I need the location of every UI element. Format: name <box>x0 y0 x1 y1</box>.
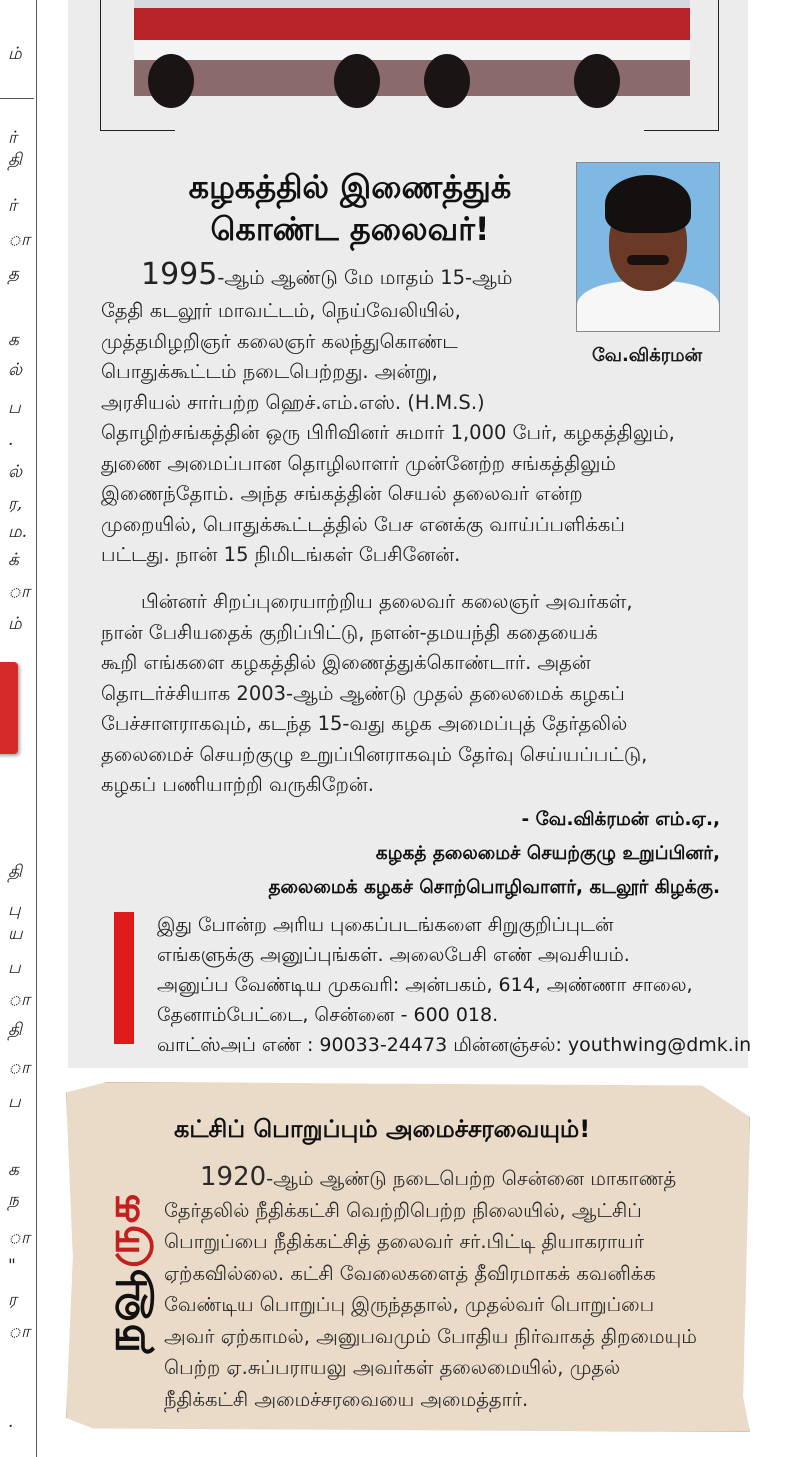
clipped-glyph: . <box>8 1412 14 1432</box>
clipped-glyph: ா <box>8 230 30 250</box>
article-paragraph-2: பின்னர் சிறப்புரையாற்றிய தலைவர் கலைஞர் அவர்கள், நான் பேசியதைக் குறிப்பிட்டு, நளன்-தமயந்தி கதையைக் கூறி எங்களை கழகத்தில் இணைத்துக்கொண்டார். அதன் தொடர்ச்சியாக 2003-ஆம் ஆண்டு முதல் தலைமைக் கழகப் பேச்சாளராகவும், கடந்த 15-வது கழக அமைப்புத் தேர்தலில் தலைமைச் செயற்குழு உறுப்பினராகவும் தேர்வு செய்யப்பட்டு, கழகப் பணியாற்றி வருகிறேன். <box>101 590 648 796</box>
clipped-glyph: . <box>8 430 14 450</box>
notice-accent-bar <box>114 912 134 1044</box>
column-divider <box>0 98 34 99</box>
clipped-glyph: ர, <box>8 494 23 514</box>
photo-frame-right <box>644 0 719 131</box>
clipped-glyph: ம் <box>8 614 22 634</box>
clipped-glyph: ம் <box>8 44 22 64</box>
clipped-glyph: ர் <box>8 128 17 148</box>
clipped-glyph: " <box>8 1256 16 1276</box>
clipped-glyph: பு <box>8 900 21 920</box>
box-title: கட்சிப் பொறுப்பும் அமைச்சரவையும்! <box>174 1115 591 1143</box>
clipped-glyph: ய <box>8 924 23 944</box>
box-vertical-title: நவூருக <box>95 1191 150 1354</box>
article-title: கழகத்தில் இணைத்துக் கொண்ட தலைவர்! <box>188 168 512 248</box>
photo-frame-left <box>100 0 175 131</box>
adjacent-column-fragment <box>0 0 37 1457</box>
clipped-glyph: ர் <box>8 196 17 216</box>
submission-notice: இது போன்ற அரிய புகைப்படங்களை சிறுகுறிப்புடன் எங்களுக்கு அனுப்புங்கள். அலைபேசி எண் அவசியம். அனுப்ப வேண்டிய முகவரி: அன்பகம், 614, அண்ணா சாலை, தேனாம்பேட்டை, சென்னை - 600 018. வாட்ஸ்அப் எண் : 90033-24473 மின்னஞ்சல்: youthwing@dmk.in <box>157 914 752 1056</box>
audience-head <box>574 54 620 108</box>
author-portrait <box>576 162 720 332</box>
clipped-glyph: ந <box>8 1190 19 1210</box>
red-exclamation-fragment <box>0 662 18 754</box>
clipped-glyph: ா <box>8 990 30 1010</box>
box-body: 1920-ஆம் ஆண்டு நடைபெற்ற சென்னை மாகாணத் தேர்தலில் நீதிக்கட்சி வெற்றிபெற்ற நிலையில், ஆட்சிப் பொறுப்பை நீதிக்கட்சித் தலைவர் சர்.பிட்டி தியாகராயர் ஏற்கவில்லை. கட்சி வேலைகளைத் தீவிரமாகக் கவனிக்க வேண்டிய பொறுப்பு இருந்ததால், முதல்வர் பொறுப்பை அவர் ஏற்காமல், அனுபவமும் போதிய நிர்வாகத் திறமையும் பெற்ற ஏ.சுப்பராயலு அவர்கள் தலைமையில், முதல் நீதிக்கட்சி அமைச்சரவையை அமைத்தார். <box>164 1162 697 1411</box>
clipped-glyph: ல் <box>8 462 23 482</box>
clipped-glyph: ப <box>8 1092 21 1112</box>
clipped-glyph: ல் <box>8 360 23 380</box>
clipped-glyph: ப <box>8 398 21 418</box>
clipped-glyph: தி <box>8 1020 22 1040</box>
article-paragraph-1: 1995-ஆம் ஆண்டு மே மாதம் 15-ஆம் <box>141 257 513 292</box>
clipped-glyph: தி <box>8 862 22 882</box>
clipped-glyph: ா <box>8 1058 30 1078</box>
audience-head <box>424 54 470 108</box>
clipped-glyph: த <box>8 264 20 284</box>
article-paragraph-1-cont: தேதி கடலூர் மாவட்டம், நெய்வேலியில், முத்தமிழறிஞர் கலைஞர் கலந்துகொண்ட பொதுக்கூட்டம் நடைபெற்றது. அன்று, அரசியல் சார்பற்ற ஹெச்.எம்.எஸ். (H.M.S.) தொழிற்சங்கத்தின் ஒரு பிரிவினர் சுமார் 1,000 பேர், கழகத்திலும், துணை அமைப்பான தொழிலாளர் முன்னேற்ற சங்கத்திலும் இணைந்தோம். அந்த சங்கத்தின் செயல் தலைவர் என்ற முறையில், பொதுக்கூட்டத்தில் பேச எனக்கு வாய்ப்பளிக்கப் பட்டது. நான் 15 நிமிடங்கள் பேசினேன். <box>101 299 675 566</box>
author-signature: - வே.விக்ரமன் எம்.ஏ., கழகத் தலைமைச் செயற்குழு உறுப்பினர், தலைமைக் கழகச் சொற்பொழிவாளர், கடலூர் கிழக்கு. <box>268 809 720 898</box>
clipped-glyph: க் <box>8 550 19 570</box>
clipped-glyph: ம. <box>8 522 28 542</box>
clipped-glyph: க <box>8 330 19 350</box>
historic-photo <box>134 0 690 96</box>
clipped-glyph: ப <box>8 958 21 978</box>
portrait-caption: வே.விக்ரமன் <box>591 345 703 366</box>
clipped-glyph: ா <box>8 1322 30 1342</box>
clipped-glyph: ர <box>8 1290 17 1310</box>
clipped-glyph: தி <box>8 150 22 170</box>
audience-head <box>334 54 380 108</box>
clipped-glyph: க <box>8 1160 19 1180</box>
clipped-glyph: ா <box>8 582 30 602</box>
clipped-glyph: ா <box>8 1228 30 1248</box>
